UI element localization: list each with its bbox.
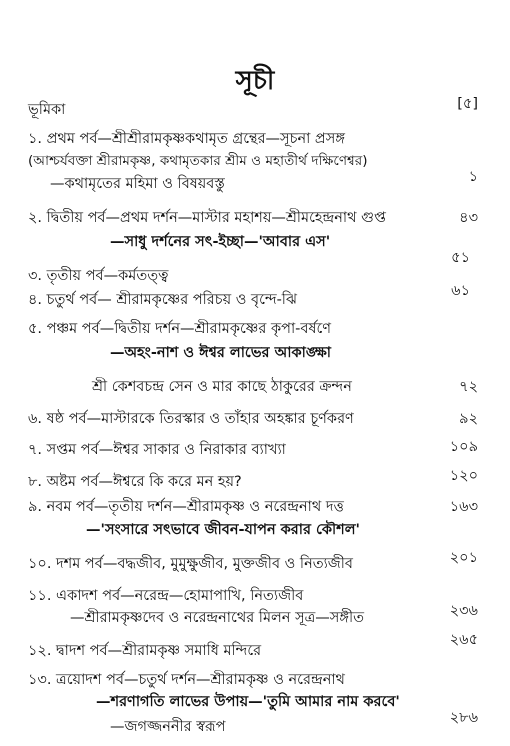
entry-13-line-1: ১৩. ত্রয়োদশ পর্ব—চতুর্থ দর্শন—শ্রীরামকৃষ্ণ ও নরেন্দ্রনাথ [28, 672, 345, 688]
entry-8-line-1: ৮. অষ্টম পর্ব—ঈশ্বরে কি করে মন হয়? [28, 474, 242, 490]
entry-1-page: ১ [468, 169, 478, 185]
entry-13-line-2: —শরণাগতি লাভের উপায়—'তুমি আমার নাম করবে' [96, 694, 400, 710]
intro-label: ভূমিকা [28, 102, 66, 118]
entry-4-page: ৬১ [451, 283, 470, 299]
entry-5-line-3: শ্রী কেশবচন্দ্র সেন ও মার কাছে ঠাকুরের ক্রন্দন [92, 379, 352, 395]
entry-5-line-1: ৫. পঞ্চম পর্ব—দ্বিতীয় দর্শন—শ্রীরামকৃষ্ণের কৃপা-বর্ষণে [28, 321, 332, 337]
entry-2-line-2: —সাধু দর্শনের সৎ-ইচ্ছা—'আবার এস' [110, 234, 331, 250]
entry-11-page: ২৩৬ [449, 603, 478, 619]
entry-9-line-1: ৯. নবম পর্ব—তৃতীয় দর্শন—শ্রীরামকৃষ্ণ ও নরেন্দ্রনাথ দত্ত [28, 499, 344, 515]
entry-13-line-3: —জগজ্জননীর স্বরূপ [110, 719, 226, 735]
entry-2-page: ৪৩ [459, 210, 478, 226]
entry-2-line-1: ২. দ্বিতীয় পর্ব—প্রথম দর্শন—মাস্টার মহাশয়—শ্রীমহেন্দ্রনাথ গুপ্ত [28, 210, 386, 226]
entry-3-page: ৫১ [451, 250, 470, 266]
entry-6-line-1: ৬. ষষ্ঠ পর্ব—মাস্টারকে তিরস্কার ও তাঁহার অহঙ্কার চূর্ণকরণ [28, 411, 354, 427]
entry-1-line-3: —কথামৃতের মহিমা ও বিষয়বস্তু [50, 176, 225, 192]
entry-10-line-1: ১০. দশম পর্ব—বদ্ধজীব, মুমুক্ষুজীব, মুক্তজীব ও নিত্যজীব [28, 556, 353, 572]
entry-13-page: ২৮৬ [449, 710, 478, 726]
entry-11-line-1: ১১. একাদশ পর্ব—নরেন্দ্র—হোমাপাখি, নিত্যজীব [28, 588, 304, 604]
entry-12-line-1: ১২. দ্বাদশ পর্ব—শ্রীরামকৃষ্ণ সমাধি মন্দিরে [28, 643, 262, 659]
entry-7-page: ১০৯ [449, 439, 478, 455]
entry-5-page: ৭২ [459, 379, 478, 395]
entry-10-page: ২০১ [449, 550, 478, 566]
intro-page: [৫] [457, 96, 478, 112]
entry-5-line-2: —অহং-নাশ ও ঈশ্বর লাভের আকাঙ্ক্ষা [110, 345, 332, 361]
entry-9-line-2: —'সংসারে সৎভাবে জীবন-যাপন করার কৌশল' [86, 522, 360, 538]
entry-4-line-1: ৪. চতুর্থ পর্ব— শ্রীরামকৃষ্ণের পরিচয় ও বৃন্দে-ঝি [28, 292, 297, 308]
entry-3-line-1: ৩. তৃতীয় পর্ব—কর্মতত্ত্ব [28, 268, 169, 284]
entry-12-page: ২৬৫ [449, 632, 478, 648]
entry-7-line-1: ৭. সপ্তম পর্ব—ঈশ্বর সাকার ও নিরাকার ব্যাখ্যা [28, 442, 286, 458]
entry-9-page: ১৬৩ [449, 499, 478, 515]
entry-1-line-2: (আশ্চর্যবক্তা শ্রীরামকৃষ্ণ, কথামৃতকার শ্রীম ও মহাতীর্থ দক্ষিণেশ্বর) [28, 153, 368, 169]
entry-1-line-1: ১. প্রথম পর্ব—শ্রীশ্রীরামকৃষ্ণকথামৃত গ্রন্থের—সূচনা প্রসঙ্গ [28, 131, 345, 147]
page-title: সূচী [235, 66, 275, 96]
entry-6-page: ৯২ [459, 411, 478, 427]
entry-11-line-2: —শ্রীরামকৃষ্ণদেব ও নরেন্দ্রনাথের মিলন সূত্র—সঙ্গীত [70, 610, 365, 626]
entry-8-page: ১২০ [449, 468, 478, 484]
